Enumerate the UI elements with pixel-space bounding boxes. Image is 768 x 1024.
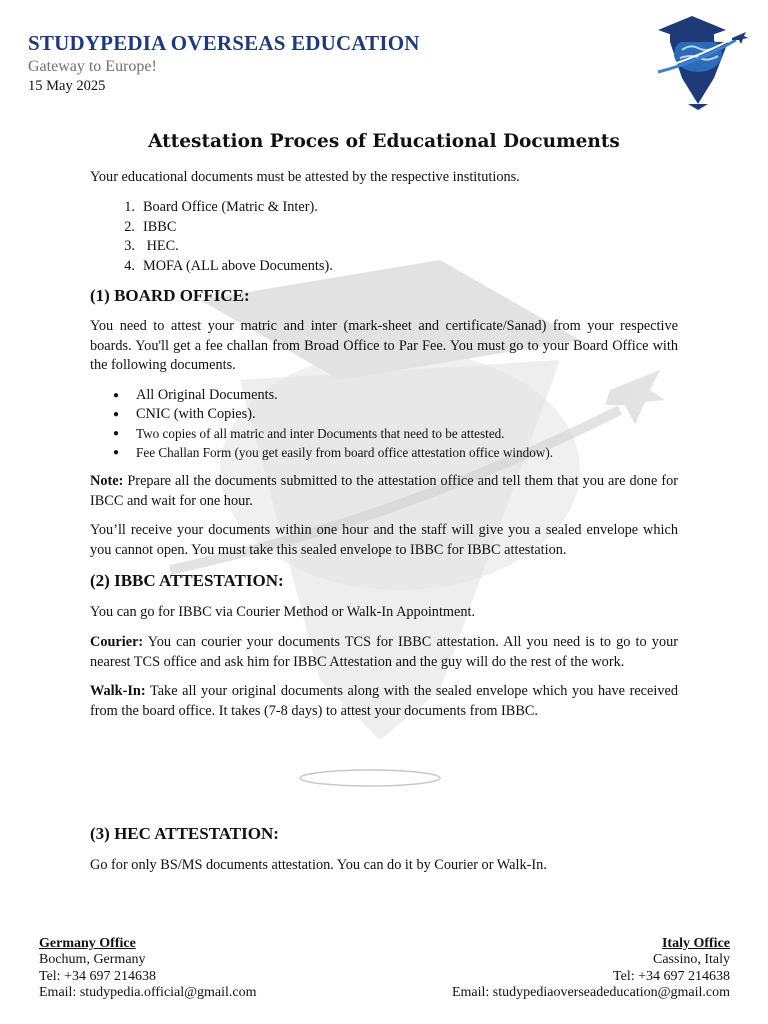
tagline: Gateway to Europe! (28, 58, 157, 75)
org-name: STUDYPEDIA OVERSEAS EDUCATION (28, 31, 420, 55)
list-item: 1. Board Office (Matric & Inter). (124, 199, 318, 215)
walk-in-paragraph: Walk-In: Take all your original documents along with the sealed envelope which you have received from the board office. It takes (7-8 days) to attest your documents from IBBC. (90, 683, 678, 719)
envelope-paragraph: You’ll receive your documents within one hour and the staff will give you a sealed envelope which you cannot open. You must take this sealed envelope to IBBC for IBBC attestation. (90, 522, 678, 558)
document-date: 15 May 2025 (28, 78, 106, 94)
section-heading-ibbc: (2) IBBC ATTESTATION: (90, 571, 284, 590)
intro-paragraph: Your educational documents must be attested by the respective institutions. (90, 169, 520, 185)
list-item: ● CNIC (with Copies). (112, 406, 256, 423)
germany-office-block (39, 936, 257, 1002)
graduation-globe-logo-icon (648, 8, 750, 112)
list-item: ● All Original Documents. (112, 386, 278, 403)
note-paragraph: Note: Prepare all the documents submitted to the attestation office and tell them that you are done for IBCC and wait for one hour. (90, 473, 678, 509)
list-item: ● Fee Challan Form (you get easily from board office attestation office window). (112, 445, 554, 461)
italy-office-block (452, 936, 730, 1002)
courier-paragraph: Courier: You can courier your documents TCS for IBBC attestation. All you need is to go to your nearest TCS office and ask him for IBBC Attestation and the guy will do the rest of the work. (90, 634, 678, 670)
required-documents-list (90, 386, 553, 463)
italy-office-title: Italy Office (661, 936, 730, 951)
document-title: Attestation Proces of Educational Documents (148, 131, 620, 152)
germany-office-email: Email: studypedia.official@gmail.com (39, 985, 257, 1001)
italy-office-email: Email: studypediaoverseadeducation@gmail.com (451, 985, 730, 1001)
ibbc-intro-paragraph: You can go for IBBC via Courier Method or Walk-In Appointment. (90, 604, 476, 620)
hec-paragraph: Go for only BS/MS documents attestation. You can do it by Courier or Walk-In. (90, 857, 547, 873)
section-heading-hec: (3) HEC ATTESTATION: (90, 824, 279, 843)
italy-office-tel: Tel: +34 697 214638 (613, 968, 730, 984)
list-item: 3. HEC. (124, 238, 179, 255)
list-item: ● Two copies of all matric and inter Documents that need to be attested. (112, 426, 505, 442)
list-item: 4. MOFA (ALL above Documents). (124, 257, 333, 274)
italy-office-city: Cassino, Italy (653, 952, 730, 968)
germany-office-title: Germany Office (39, 936, 136, 951)
steps-list (90, 198, 333, 276)
board-office-paragraph: You need to attest your matric and inter (mark-sheet and certificate/Sanad) from your respective boards. You'll get a fee challan from Broad Office to Par Fee. You must go to your Board Office with the following documents. (90, 318, 678, 373)
germany-office-tel: Tel: +34 697 214638 (39, 968, 156, 984)
list-item: 2. IBBC (124, 218, 177, 235)
germany-office-city: Bochum, Germany (39, 952, 146, 968)
section-heading-board-office: (1) BOARD OFFICE: (90, 286, 250, 305)
